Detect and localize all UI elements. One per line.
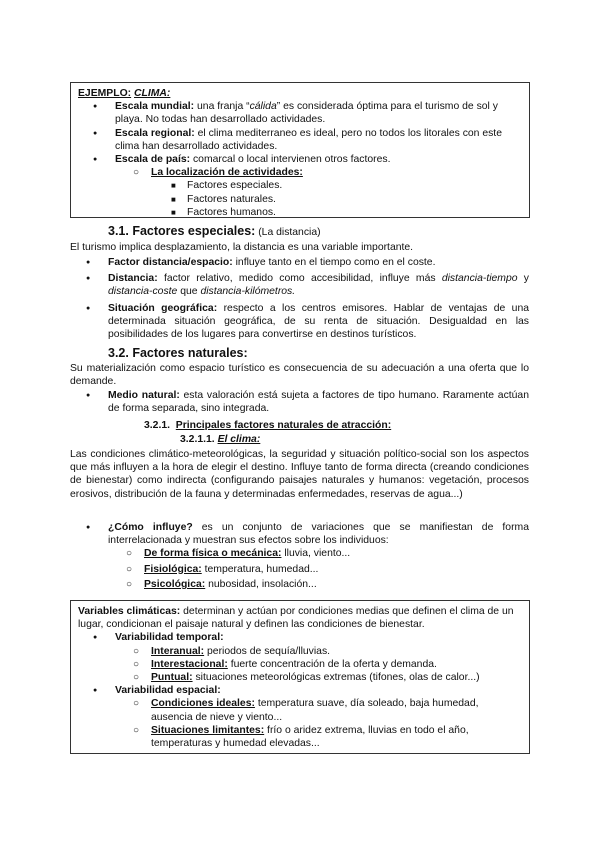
item-label: Interanual: [151, 645, 205, 657]
climate-variables-intro [78, 605, 519, 631]
climate-variables-box [70, 600, 530, 754]
example-title [78, 87, 519, 100]
item-text: periodos de sequía/lluvias. [204, 645, 331, 657]
example-title-label: EJEMPLO: [78, 88, 132, 99]
example-bullet-regional [115, 127, 519, 153]
distance-bullet [108, 272, 529, 298]
bullet-label: Distancia: [108, 273, 158, 285]
bullet-label: Escala regional: [115, 127, 195, 139]
section-3-1-heading [108, 225, 321, 239]
heading-text: Principales factores naturales de atracción: [175, 420, 392, 431]
section-3-2-intro: Su materialización como espacio turístico es consecuencia de su adecuación a una oferta que lo demande. [70, 363, 529, 388]
influence-item [144, 578, 529, 591]
influence-item [144, 547, 529, 560]
climate-paragraph: Las condiciones climático-meteorológicas, la seguridad y situación político-social son los aspectos que más influyen a la hora de elegir el destino. Influye tanto de forma directa (creando condiciones de bienestar) como indirecta (configurando paisajes naturales y humanos: vegetación, procesos erosivos, distribución de la fauna y determinadas enfermedades, reservas de agua...) [70, 449, 529, 500]
factor-item: ■ Factores humanos. [187, 206, 519, 219]
geographic-situation-bullet [108, 302, 529, 342]
section-3-2-1-1-heading [180, 433, 260, 446]
heading-number: 3.2.1. [144, 420, 170, 431]
section-3-2-heading: 3.2. Factores naturales: [108, 346, 248, 360]
heading-text: 3.1. Factores especiales: [108, 224, 256, 238]
bullet-label: Situación geográfica: [108, 302, 218, 314]
heading-note: (La distancia) [255, 227, 321, 238]
bullet-text: comarcal o local intervienen otros factores. [190, 154, 391, 166]
item-label: Fisiológica: [144, 563, 202, 575]
heading-number: 3.2.1.1. [180, 434, 215, 445]
bullet-emphasis: distancia-tiempo [441, 273, 518, 285]
example-bullet-country [115, 153, 519, 166]
bullet-label: Factor distancia/espacio: [108, 257, 233, 268]
section-3-2-1-heading [144, 419, 391, 432]
bullet-text: respecto a los centros emisores. Hablar de ventajas de una determinada situación geográfica, de su renta de situación. Desigualdad en las posibilidades de los lugares para convertirse en destinos turísticos. [108, 302, 529, 341]
temporal-item [151, 658, 519, 671]
bullet-text: esta valoración está sujeta a factores de tipo humano. Raramente actúan de forma separada, sino integrada. [108, 390, 529, 415]
section-3-1-intro: El turismo implica desplazamiento, la distancia es una variable importante. [70, 242, 414, 253]
intro-text: determinan y actúan por condiciones medias que definen el clima de un lugar, condicionan el paisaje natural y definen las condiciones de bienestar. [78, 606, 514, 631]
item-label: De forma física o mecánica: [144, 548, 282, 560]
item-label: Situaciones limitantes: [151, 724, 265, 736]
factor-item: ■ Factores especiales. [187, 179, 519, 192]
bullet-text: el clima mediterraneo es ideal, pero no todos los litorales con este clima han desarrollado actividades. [115, 127, 502, 152]
item-label: Psicológica: [144, 578, 206, 590]
spatial-item [151, 724, 519, 750]
bullet-text: ” es considerada óptima para el turismo de sol y playa. No todas han desarrollado actividades. [115, 101, 498, 126]
temporal-variability-bullet: ● Variabilidad temporal: [115, 631, 519, 644]
spatial-item [151, 697, 519, 723]
bullet-text: factor relativo, medido como accesibilidad, influye más [157, 273, 442, 285]
bullet-emphasis: cálida [249, 101, 277, 113]
item-label: Puntual: [151, 672, 193, 684]
bullet-label: Escala de país: [115, 154, 191, 166]
item-label: Interestacional: [151, 658, 228, 670]
item-text: nubosidad, insolación... [205, 578, 317, 590]
example-title-topic: CLIMA: [134, 88, 171, 99]
example-bullet-world [115, 100, 519, 126]
item-text: frío o aridez extrema, lluvias en todo el año, temperaturas y humedad elevadas... [151, 724, 469, 750]
how-influences-bullet [108, 521, 529, 547]
heading-text: El clima: [217, 434, 261, 445]
influence-item [144, 563, 529, 576]
item-text: situaciones meteorológicas extremas (tifones, olas de calor...) [192, 672, 480, 684]
temporal-item [151, 645, 519, 658]
item-text: temperatura suave, día soleado, baja humedad, ausencia de nieve y viento... [151, 698, 479, 723]
example-box [70, 82, 530, 218]
item-label: Condiciones ideales: [151, 698, 255, 710]
distance-space-bullet [108, 256, 529, 269]
bullet-text: que [177, 286, 201, 298]
item-text: lluvia, viento... [281, 548, 351, 560]
factor-item: ■ Factores naturales. [187, 193, 519, 206]
temporal-item [151, 671, 519, 684]
bullet-label: Medio natural: [108, 390, 180, 401]
natural-environment-bullet [108, 389, 529, 415]
bullet-emphasis: distancia-kilómetros. [200, 286, 296, 298]
bullet-text: influye tanto en el tiempo como en el coste. [232, 257, 436, 268]
item-text: temperatura, humedad... [201, 563, 319, 575]
bullet-text: y [517, 273, 529, 285]
bullet-label: Escala mundial: [115, 101, 195, 113]
bullet-emphasis: distancia-coste [108, 286, 178, 298]
localization-heading: ○ La localización de actividades: [151, 166, 519, 179]
bullet-text: es un conjunto de variaciones que se manifiestan de forma interrelacionada y muestran sus efectos sobre los individuos: [108, 522, 529, 547]
spatial-variability-bullet: ● Variabilidad espacial: [115, 684, 519, 697]
intro-label: Variables climáticas: [78, 606, 181, 617]
bullet-text: una franja “ [194, 101, 250, 113]
bullet-label: ¿Cómo influye? [108, 522, 193, 533]
item-text: fuerte concentración de la oferta y demanda. [227, 658, 437, 670]
